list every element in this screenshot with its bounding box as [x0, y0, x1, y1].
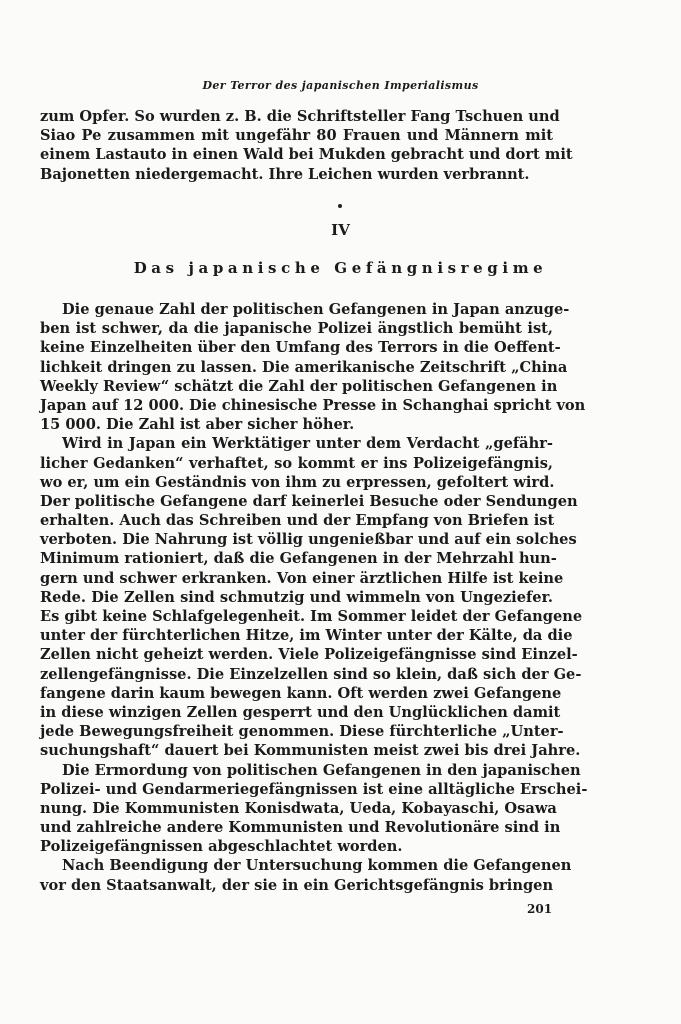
text-line: Es gibt keine Schlafgelegenheit. Im Sommer leidet der Gefangene: [40, 608, 583, 625]
text-line: erhalten. Auch das Schreiben und der Empfang von Briefen ist: [40, 512, 555, 530]
text-line: Rede. Die Zellen sind schmutzig und wimmeln von Ungeziefer.: [40, 588, 553, 606]
text-line: Nach Beendigung der Untersuchung kommen die Gefangenen: [62, 857, 572, 875]
text-line: Polizei- und Gendarmeriegefängnissen ist eine alltägliche Erschei-: [40, 780, 588, 798]
running-head: Der Terror des japanischen Imperialismus: [202, 79, 479, 92]
text-line: lichkeit dringen zu lassen. Die amerikanische Zeitschrift „China: [40, 358, 568, 376]
body-text: [40, 300, 588, 895]
text-line: ben ist schwer, da die japanische Polizei ängstlich bemüht ist,: [40, 320, 553, 338]
text-line: Weekly Review“ schätzt die Zahl der politischen Gefangenen in: [40, 377, 558, 395]
text-line: Siao Pe zusammen mit ungefähr 80 Frauen und Männern mit: [40, 127, 553, 145]
text-line: Die genaue Zahl der politischen Gefangenen in Japan anzuge-: [62, 301, 570, 318]
section-number: IV: [331, 221, 350, 239]
text-line: jede Bewegungsfreiheit genommen. Diese fürchterliche „Unter-: [40, 723, 564, 741]
separator-dot: [338, 204, 342, 208]
text-line: nung. Die Kommunisten Konisdwata, Ueda, Kobayaschi, Osawa: [40, 799, 557, 817]
text-line: fangene darin kaum bewegen kann. Oft werden zwei Gefangene: [40, 684, 562, 702]
text-line: und zahlreiche andere Kommunisten und Revolutionäre sind in: [40, 819, 561, 837]
text-line: verboten. Die Nahrung ist völlig ungenießbar und auf ein solches: [40, 531, 577, 549]
text-line: Der politische Gefangene darf keinerlei Besuche oder Sendungen: [40, 492, 578, 510]
text-line: Zellen nicht geheizt werden. Viele Polizeigefängnisse sind Einzel-: [40, 646, 578, 664]
text-line: einem Lastauto in einen Wald bei Mukden gebracht und dort mit: [40, 146, 573, 164]
page-number: 201: [527, 902, 553, 916]
top-paragraph: [40, 107, 573, 184]
section-title: Das japanische Gefängnisregime: [133, 259, 548, 277]
text-line: zum Opfer. So wurden z. B. die Schriftsteller Fang Tschuen und: [40, 108, 560, 125]
text-line: zellengefängnisse. Die Einzelzellen sind so klein, daß sich der Ge-: [40, 665, 582, 683]
text-line: Japan auf 12 000. Die chinesische Presse in Schanghai spricht von: [40, 396, 586, 414]
text-line: 15 000. Die Zahl ist aber sicher höher.: [40, 416, 355, 434]
text-line: Minimum rationiert, daß die Gefangenen in der Mehrzahl hun-: [40, 550, 557, 568]
text-line: Die Ermordung von politischen Gefangenen in den japanischen: [62, 761, 581, 779]
text-line: gern und schwer erkranken. Von einer ärztlichen Hilfe ist keine: [40, 569, 564, 587]
text-line: suchungshaft“ dauert bei Kommunisten meist zwei bis drei Jahre.: [40, 742, 581, 760]
text-line: in diese winzigen Zellen gesperrt und den Unglücklichen damit: [40, 703, 561, 721]
text-line: Wird in Japan ein Werktätiger unter dem Verdacht „gefähr-: [62, 435, 553, 453]
text-line: wo er, um ein Geständnis von ihm zu erpressen, gefoltert wird.: [40, 473, 555, 491]
text-line: Polizeigefängnissen abgeschlachtet worden.: [40, 838, 403, 856]
text-line: unter der fürchterlichen Hitze, im Winter unter der Kälte, da die: [40, 627, 573, 645]
text-line: keine Einzelheiten über den Umfang des Terrors in die Oeffent-: [40, 339, 561, 357]
text-line: Bajonetten niedergemacht. Ihre Leichen wurden verbrannt.: [40, 165, 530, 183]
text-line: licher Gedanken“ verhaftet, so kommt er ins Polizeigefängnis,: [40, 454, 553, 472]
text-line: vor den Staatsanwalt, der sie in ein Gerichtsgefängnis bringen: [40, 876, 554, 894]
